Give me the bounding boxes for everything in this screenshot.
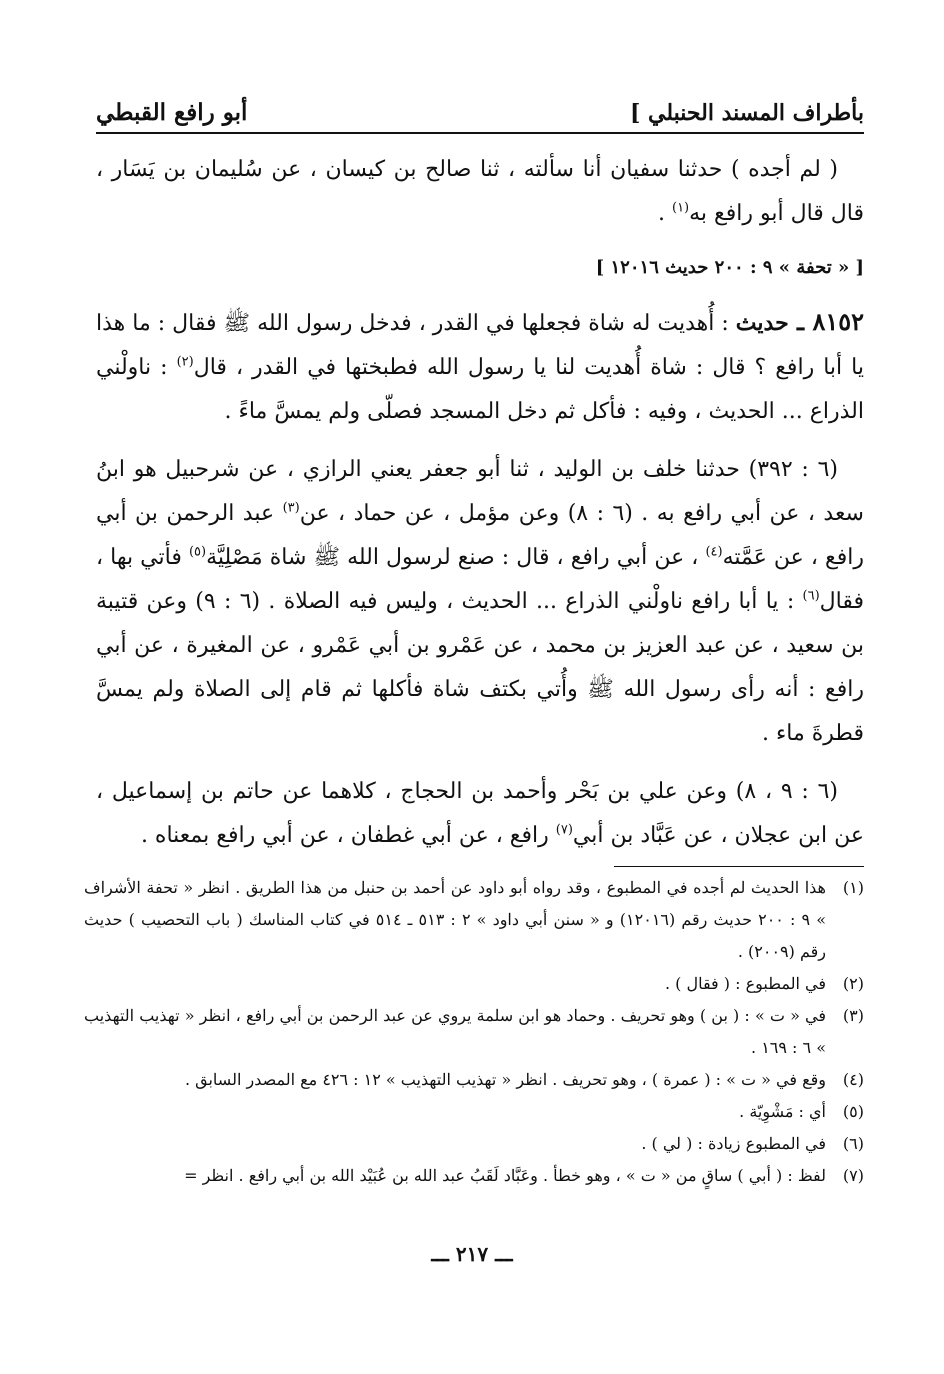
footnote-6 — [84, 1128, 864, 1160]
paragraph-1 — [96, 148, 864, 236]
text: . — [657, 201, 672, 226]
footnote-divider — [614, 866, 864, 867]
footnote-text: لفظ : ( أبي ) ساقٍ من « ت » ، وهو خطأ . وعَبَّاد لَقَبُ عبد الله بن عُبَيْد الله بن أبي رافع . انظر = — [184, 1166, 826, 1185]
chapter-title: أبو رافع القبطي — [96, 99, 248, 126]
footnotes — [84, 872, 864, 1192]
footnote-ref: (٦) — [802, 588, 820, 604]
hadith-8152 — [96, 300, 864, 434]
footnote-2 — [84, 968, 864, 1000]
footnote-text: في « ت » : ( بن ) وهو تحريف . وحماد هو ابن سلمة يروي عن عبد الرحمن بن أبي رافع ، انظر « تهذيب التهذيب » ٦ : ١٦٩ . — [84, 1006, 827, 1057]
main-text — [96, 148, 864, 872]
tuhfa-reference: [ « تحفة » ٩ : ٢٠٠ حديث ١٢٠١٦ ] — [595, 257, 864, 278]
footnote-number: (٤) — [842, 1070, 864, 1089]
footnote-ref: (٣) — [282, 500, 300, 516]
running-header — [96, 92, 864, 134]
footnote-4 — [84, 1064, 864, 1096]
text: فأتي بها ، فقال — [96, 545, 865, 614]
footnote-1 — [84, 872, 864, 968]
footnote-number: (٧) — [842, 1166, 864, 1185]
footnote-number: (١) — [842, 878, 864, 897]
page-number: ـــ ٢١٧ ـــ — [431, 1242, 513, 1266]
footnote-text: وقع في « ت » : ( عمرة ) ، وهو تحريف . انظر « تهذيب التهذيب » ١٢ : ٤٢٦ مع المصدر السابق . — [184, 1070, 826, 1089]
footnote-text: في المطبوع زيادة : ( لي ) . — [641, 1134, 826, 1153]
text: (٦ : ٩ ، ٨) وعن علي بن بَحْر وأحمد بن الحجاج ، كلاهما عن حاتم بن إسماعيل ، عن ابن عجلان ، عن عَبَّاد بن أبي — [96, 779, 864, 848]
footnote-text: هذا الحديث لم أجده في المطبوع ، وقد رواه أبو داود عن أحمد بن حنبل من هذا الطريق . انظر « تحفة الأشراف » ٩ : ٢٠٠ حديث رقم (١٢٠١٦) و « سنن أبي داود » ٢ : ٥١٣ ـ ٥١٤ في كتاب المناسك ( باب التحصيب ) حديث رقم (٢٠٠٩) . — [84, 878, 827, 961]
book-title: بأطراف المسند الحنبلي ] — [629, 100, 864, 126]
text: : يا أبا رافع ناولْني الذراع ... الحديث ، وليس فيه الصلاة . (٦ : ٩) وعن قتيبة بن سعيد ، عن عبد العزيز بن محمد ، عن عَمْرو بن أبي عَمْرو ، عن المغيرة ، عن أبي رافع : أنه رأى رسول الله ﷺ وأُتي بكتف شاة فأكلها ثم قام إلى الصلاة ولم يمسَّ قطرةَ ماء . — [96, 589, 864, 746]
text: ( لم أجده ) حدثنا سفيان أنا سألته ، ثنا صالح بن كيسان ، عن سُليمان بن يَسَار ، قال قال أبو رافع به — [96, 157, 864, 226]
text: : أُهديت له شاة فجعلها في القدر ، فدخل رسول الله ﷺ فقال : ما هذا يا أبا رافع ؟ قال : شاة أُهديت لنا يا رسول الله فطبختها في القدر ، قال — [96, 311, 864, 380]
footnote-number: (٢) — [842, 974, 864, 993]
footnote-text: أي : مَشْوِيّة . — [739, 1102, 826, 1121]
text: (٦ : ٣٩٢) حدثنا خلف بن الوليد ، ثنا أبو جعفر يعني الرازي ، عن شرحبيل هو ابنُ سعد ، عن أبي رافع به . (٦ : ٨) وعن مؤمل ، عن حماد ، عن — [96, 457, 864, 526]
footnote-number: (٥) — [842, 1102, 864, 1121]
footnote-ref: (٢) — [176, 354, 194, 370]
footnote-number: (٣) — [842, 1006, 864, 1025]
text: رافع ، عن أبي غطفان ، عن أبي رافع بمعناه . — [140, 823, 556, 848]
text: عبد الرحمن بن أبي رافع ، عن عَمَّته — [96, 501, 864, 570]
footnote-ref: (١) — [671, 200, 690, 216]
hadith-separator: ـ — [788, 307, 813, 336]
footnote-7 — [84, 1160, 864, 1192]
text: ، عن أبي رافع ، قال : صنع لرسول الله ﷺ شاة مَصْلِيَّة — [206, 545, 706, 570]
footnote-ref: (٧) — [555, 822, 573, 838]
footnote-3 — [84, 1000, 864, 1064]
hadith-label: حديث — [735, 310, 789, 336]
footnote-number: (٦) — [842, 1134, 864, 1153]
footnote-ref: (٤) — [705, 544, 723, 560]
paragraph-3 — [96, 448, 864, 756]
footnote-ref: (٥) — [188, 544, 207, 560]
hadith-number: ٨١٥٢ — [812, 307, 864, 336]
text: : ناولْني الذراع ... الحديث ، وفيه : فأكل ثم دخل المسجد فصلّى ولم يمسَّ ماءً . — [96, 355, 864, 424]
footnote-5 — [84, 1096, 864, 1128]
footnote-text: في المطبوع : ( فقال ) . — [664, 974, 826, 993]
paragraph-4 — [96, 770, 864, 858]
